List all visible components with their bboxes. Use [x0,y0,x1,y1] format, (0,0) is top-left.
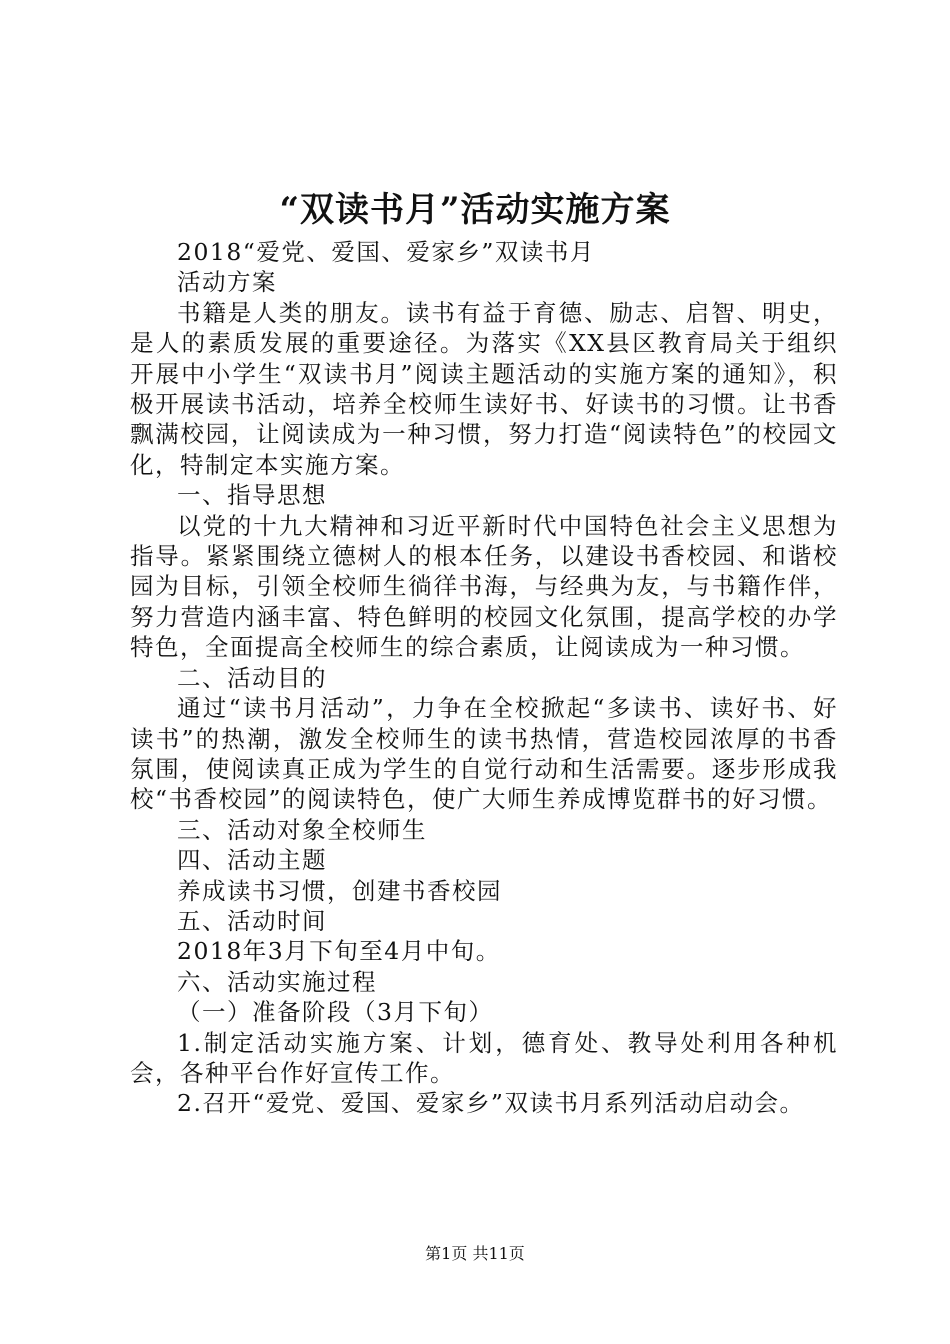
heading-theme: 四、活动主题 [177,846,327,875]
paragraph-item-2: 2.召开“爱党、爱国、爱家乡”双读书月系列活动启动会。 [177,1089,805,1118]
document-title: “双读书月”活动实施方案 [279,190,671,230]
heading-participants: 三、活动对象全校师生 [177,815,427,844]
subheading-preparation: （一）准备阶段（3月下旬） [177,998,494,1027]
heading-process: 六、活动实施过程 [177,967,377,996]
paragraph-guiding-thought: 以党的十九大精神和习近平新时代中国特色社会主义思想为指导。紧紧围绕立德树人的根本任务，以建设书香校园、和谐校园为目标，引领全校师生徜徉书海，与经典为友，与书籍作伴，努力营造内涵丰富、特色鲜明的校园文化氛围，提高学校的办学特色，全面提高全校师生的综合素质，让阅读成为一种习惯。 [130,511,838,662]
paragraph-theme: 养成读书习惯，创建书香校园 [177,876,502,905]
page-footer: 第1页 共11页 [425,1244,525,1263]
paragraph-intro: 书籍是人类的朋友。读书有益于育德、励志、启智、明史，是人的素质发展的重要途径。为落实《XX县区教育局关于组织开展中小学生“双读书月”阅读主题活动的实施方案的通知》，积极开展读书活动，培养全校师生读好书、好读书的习惯。让书香飘满校园，让阅读成为一种习惯，努力打造“阅读特色”的校园文化，特制定本实施方案。 [130,298,838,479]
heading-purpose: 二、活动目的 [177,663,327,692]
document-body [130,237,838,1119]
paragraph-time: 2018年3月下旬至4月中旬。 [177,937,501,966]
heading-time: 五、活动时间 [177,906,327,935]
paragraph-purpose: 通过“读书月活动”，力争在全校掀起“多读书、读好书、好读书”的热潮，激发全校师生的读书热情，营造校园浓厚的书香氛围，使阅读真正成为学生的自觉行动和生活需要。逐步形成我校“书香校园”的阅读特色，使广大师生养成博览群书的好习惯。 [130,694,838,814]
heading-guiding-thought: 一、指导思想 [177,481,327,510]
paragraph-subtitle-line2: 活动方案 [177,268,277,297]
paragraph-subtitle-line1: 2018“爱党、爱国、爱家乡”双读书月 [177,238,595,266]
paragraph-item-1: 1.制定活动实施方案、计划，德育处、教导处利用各种机会，各种平台作好宣传工作。 [130,1028,838,1087]
